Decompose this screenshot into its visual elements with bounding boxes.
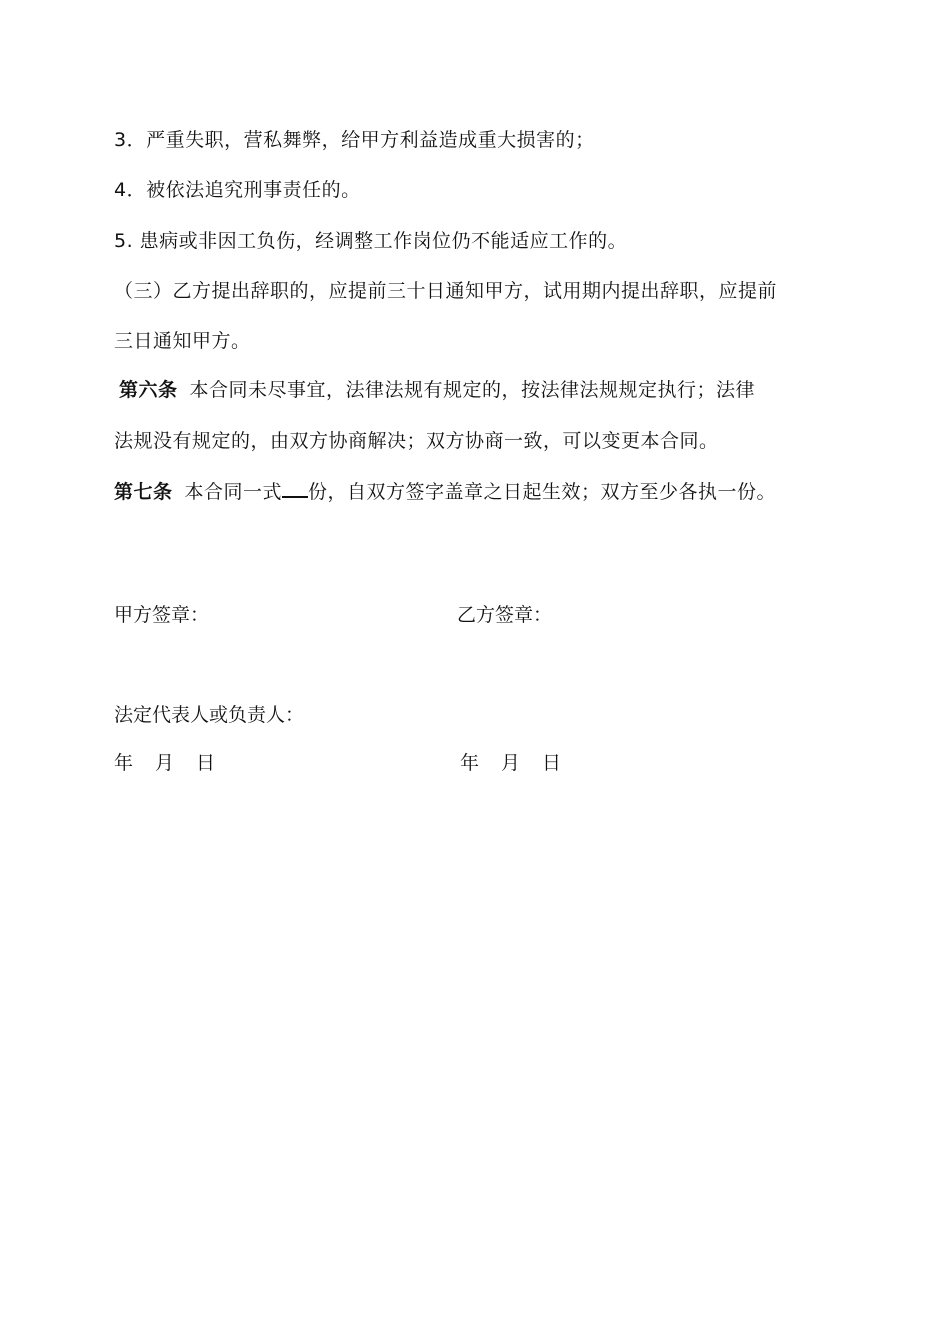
legal-representative-label: 法定代表人或负责人： [114, 704, 305, 726]
party-a-signature-label: 甲方签章： [114, 604, 210, 626]
article-7-title: 第七条 [114, 481, 173, 503]
article-6-title: 第六条 [119, 379, 178, 401]
clause-item-3: 3．严重失职，营私舞弊，给甲方利益造成重大损害的； [114, 129, 595, 151]
clause-item-5: 5. 患病或非因工负伤，经调整工作岗位仍不能适应工作的。 [114, 230, 628, 252]
article-6-line-2: 法规没有规定的，由双方协商解决；双方协商一致，可以变更本合同。 [114, 430, 719, 452]
article-6-text-1: 本合同未尽事宜，法律法规有规定的，按法律法规规定执行；法律 [189, 379, 756, 401]
party-a-date [114, 750, 215, 776]
party-b-year: 年 [460, 752, 480, 774]
party-b-signature-label: 乙方签章： [457, 604, 553, 626]
clause-item-4: 4．被依法追究刑事责任的。 [114, 179, 361, 201]
article-7 [114, 478, 776, 505]
party-a-month: 月 [155, 752, 175, 774]
party-b-month: 月 [501, 752, 521, 774]
party-a-day: 日 [196, 752, 216, 774]
party-b-date [460, 750, 561, 776]
party-b-day: 日 [542, 752, 562, 774]
party-a-year: 年 [114, 752, 134, 774]
clause-resign-line-1: （三）乙方提出辞职的，应提前三十日通知甲方，试用期内提出辞职，应提前 [114, 280, 778, 302]
article-6-line-1 [119, 377, 755, 403]
article-7-text-after: 份，自双方签字盖章之日起生效；双方至少各执一份。 [308, 481, 777, 503]
copies-blank [282, 478, 308, 498]
clause-resign-line-2: 三日通知甲方。 [114, 330, 251, 352]
article-7-text-before: 本合同一式 [184, 481, 283, 503]
